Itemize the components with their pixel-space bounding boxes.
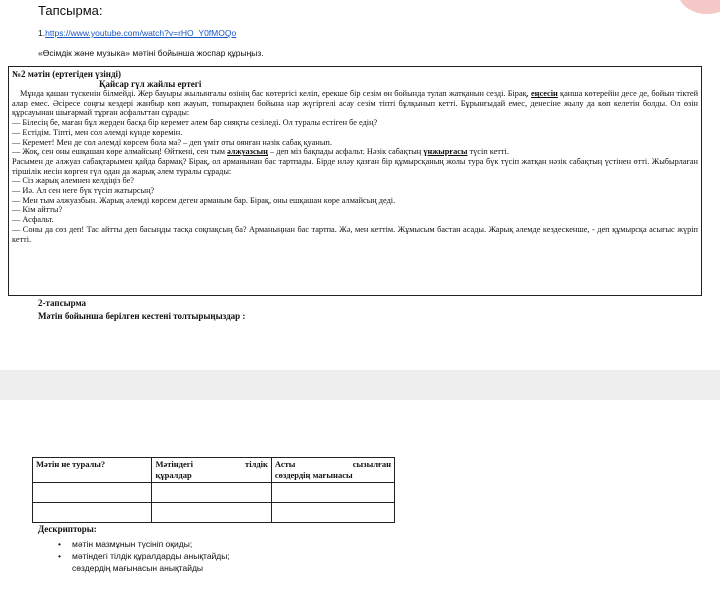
bullet-icon: • (58, 551, 61, 561)
answer-table (32, 457, 395, 523)
dialogue-line-3: — Керемет! Мен де сол әлемді көрсем бола ма? – деп үміт оты оянған нәзік сабақ қуанып. (12, 137, 332, 147)
header-word: тілдік (245, 459, 268, 469)
list-item-continuation: сөздердің мағынасын анықтайды (72, 563, 204, 573)
table-cell[interactable] (152, 503, 271, 523)
dialogue-line-4-part-a: — Жоқ, сен оны ешқашан көре алмайсың! Өйткені, сен тым (12, 147, 228, 157)
descriptor-text: мәтін мазмұнын түсініп оқиды; (72, 539, 193, 549)
header-language-tools-line-1 (155, 459, 267, 470)
header-language-tools-line-2: құралдар (155, 470, 192, 480)
assignment-heading: Тапсырма: (38, 3, 103, 18)
paragraph-2: Расымен де әлжуаз сабақтарымен қайда бармақ? Бірақ, ол арманынан бас тартпады. Бірде иләу қазған бір құмырсқаның жолы тура бүк түсіп жатқан нәзік сабақтың үстінен өтті. Жыбырлаған тіршілік иесін көрген гүл одан да жарық әлем туралы сұрады: (12, 156, 698, 176)
text-title: №2 мәтін (ертегіден үзінді) (12, 69, 121, 79)
paragraph-1 (12, 89, 698, 118)
header-topic-text: Мәтін не туралы? (36, 459, 106, 469)
header-word-meanings-line-1 (275, 459, 391, 470)
youtube-link[interactable]: https://www.youtube.com/watch?v=rHO_Y0fMOQo (45, 28, 237, 38)
dialogue-line-5: — Сіз жарық әлемнен келдіңіз бе? (12, 176, 134, 186)
corner-decoration (678, 0, 720, 14)
dialogue-line-8: — Кім айтты? (12, 205, 63, 215)
dialogue-line-10: — Соны да сөз деп! Тас айтты деп басыңды тасқа соқпақсың ба? Арманыңнан бас тартпа. Жә, мен кеттім. Жұмысым бастан асады. Жарық әлемде кездескенше, - деп құмырсқа асығыс жүріп кетті. (12, 224, 698, 244)
dialogue-line-1: — Білесің бе, маған бұл жерден басқа бір керемет әлем бар сияқты сезіледі. Ол туралы естіген бе едің? (12, 118, 378, 128)
table-cell[interactable] (33, 503, 152, 523)
task-2-title: 2-тапсырма (38, 298, 87, 308)
underlined-word-alzhuazsyn: әлжуазсың (227, 147, 268, 157)
descriptors-list (58, 538, 230, 574)
table-header-row (33, 458, 395, 483)
header-word: Мәтіндегі (155, 459, 193, 469)
task-2-instruction: Мәтін бойынша берілген кестені толтырыңыздар : (38, 311, 246, 321)
table-cell[interactable] (271, 503, 394, 523)
header-topic (33, 458, 152, 483)
document-page-2 (0, 400, 720, 610)
paragraph-1-part-b: қанша көтерейін десе де, бойын тіктей алар емес. Әсіресе соңғы кездері жанбыр көп жауып, топырақпен бойына нәр жүгіргелі асау сезім тіпті бұлқынып кетті. Бұрынғыдай емес, денесіне жылу да көп келетін болды. Ол өзін құрсауынан шығармай тұрған асфальттан сұрады: (12, 89, 699, 118)
dialogue-line-4 (12, 147, 698, 157)
header-word: Асты (274, 459, 296, 469)
dialogue-line-7: — Мен тым әлжуазбын. Жарық әлемді көрсем деген арманым бар. Бірақ, оны ешқашан көре алмайсың деді. (12, 195, 396, 205)
paragraph-1-part-a: Мұнда қашан түскенін білмейді. Жер бауыры жылынғалы өзінің бас көтергісі келіп, ерекше бір сезім өн бойында тулап жатқанын сезді. Бірақ, (20, 89, 531, 98)
dialogue-line-4-part-b: – деп міз бақпады асфальт. Нәзік сабақтың (267, 147, 424, 157)
list-item (58, 550, 230, 562)
descriptor-text: мәтіндегі тілдік құралдарды анықтайды; (72, 551, 230, 561)
header-word-meanings (271, 458, 394, 483)
table-row (33, 503, 395, 523)
link-number: 1. (38, 28, 46, 38)
table-row (33, 483, 395, 503)
descriptors-title: Дескрипторы: (38, 524, 97, 534)
list-item (58, 538, 230, 550)
text-frame (8, 66, 702, 296)
bullet-icon: • (58, 539, 61, 549)
table-cell[interactable] (33, 483, 152, 503)
underlined-word-ensesin: еңсесін (531, 89, 558, 98)
dialogue-line-2: — Естідім. Тіпті, мен сол әлемді күнде көремін. (12, 127, 183, 137)
table-cell[interactable] (271, 483, 394, 503)
task-2-block (38, 297, 245, 323)
plan-instruction: «Өсімдік және музыка» мәтіні бойынша жоспар құрыңыз. (38, 48, 264, 58)
underlined-word-unzhyrgasy: үнжырғасы (423, 147, 468, 157)
video-link-line (38, 28, 236, 38)
dialogue-line-6: — Иә. Ал сен неге бүк түсіп жатырсың? (12, 186, 155, 196)
header-language-tools (152, 458, 271, 483)
header-word-meanings-line-2: сөздердің мағынасы (274, 470, 353, 480)
dialogue-line-9: — Асфальт. (12, 215, 54, 225)
page-gap (0, 370, 720, 400)
table-cell[interactable] (152, 483, 271, 503)
dialogue-line-4-part-c: түсіп кетті. (467, 147, 509, 157)
header-word: сызылған (352, 459, 391, 469)
text-subtitle: Қайсар гүл жайлы ертегі (99, 79, 202, 89)
